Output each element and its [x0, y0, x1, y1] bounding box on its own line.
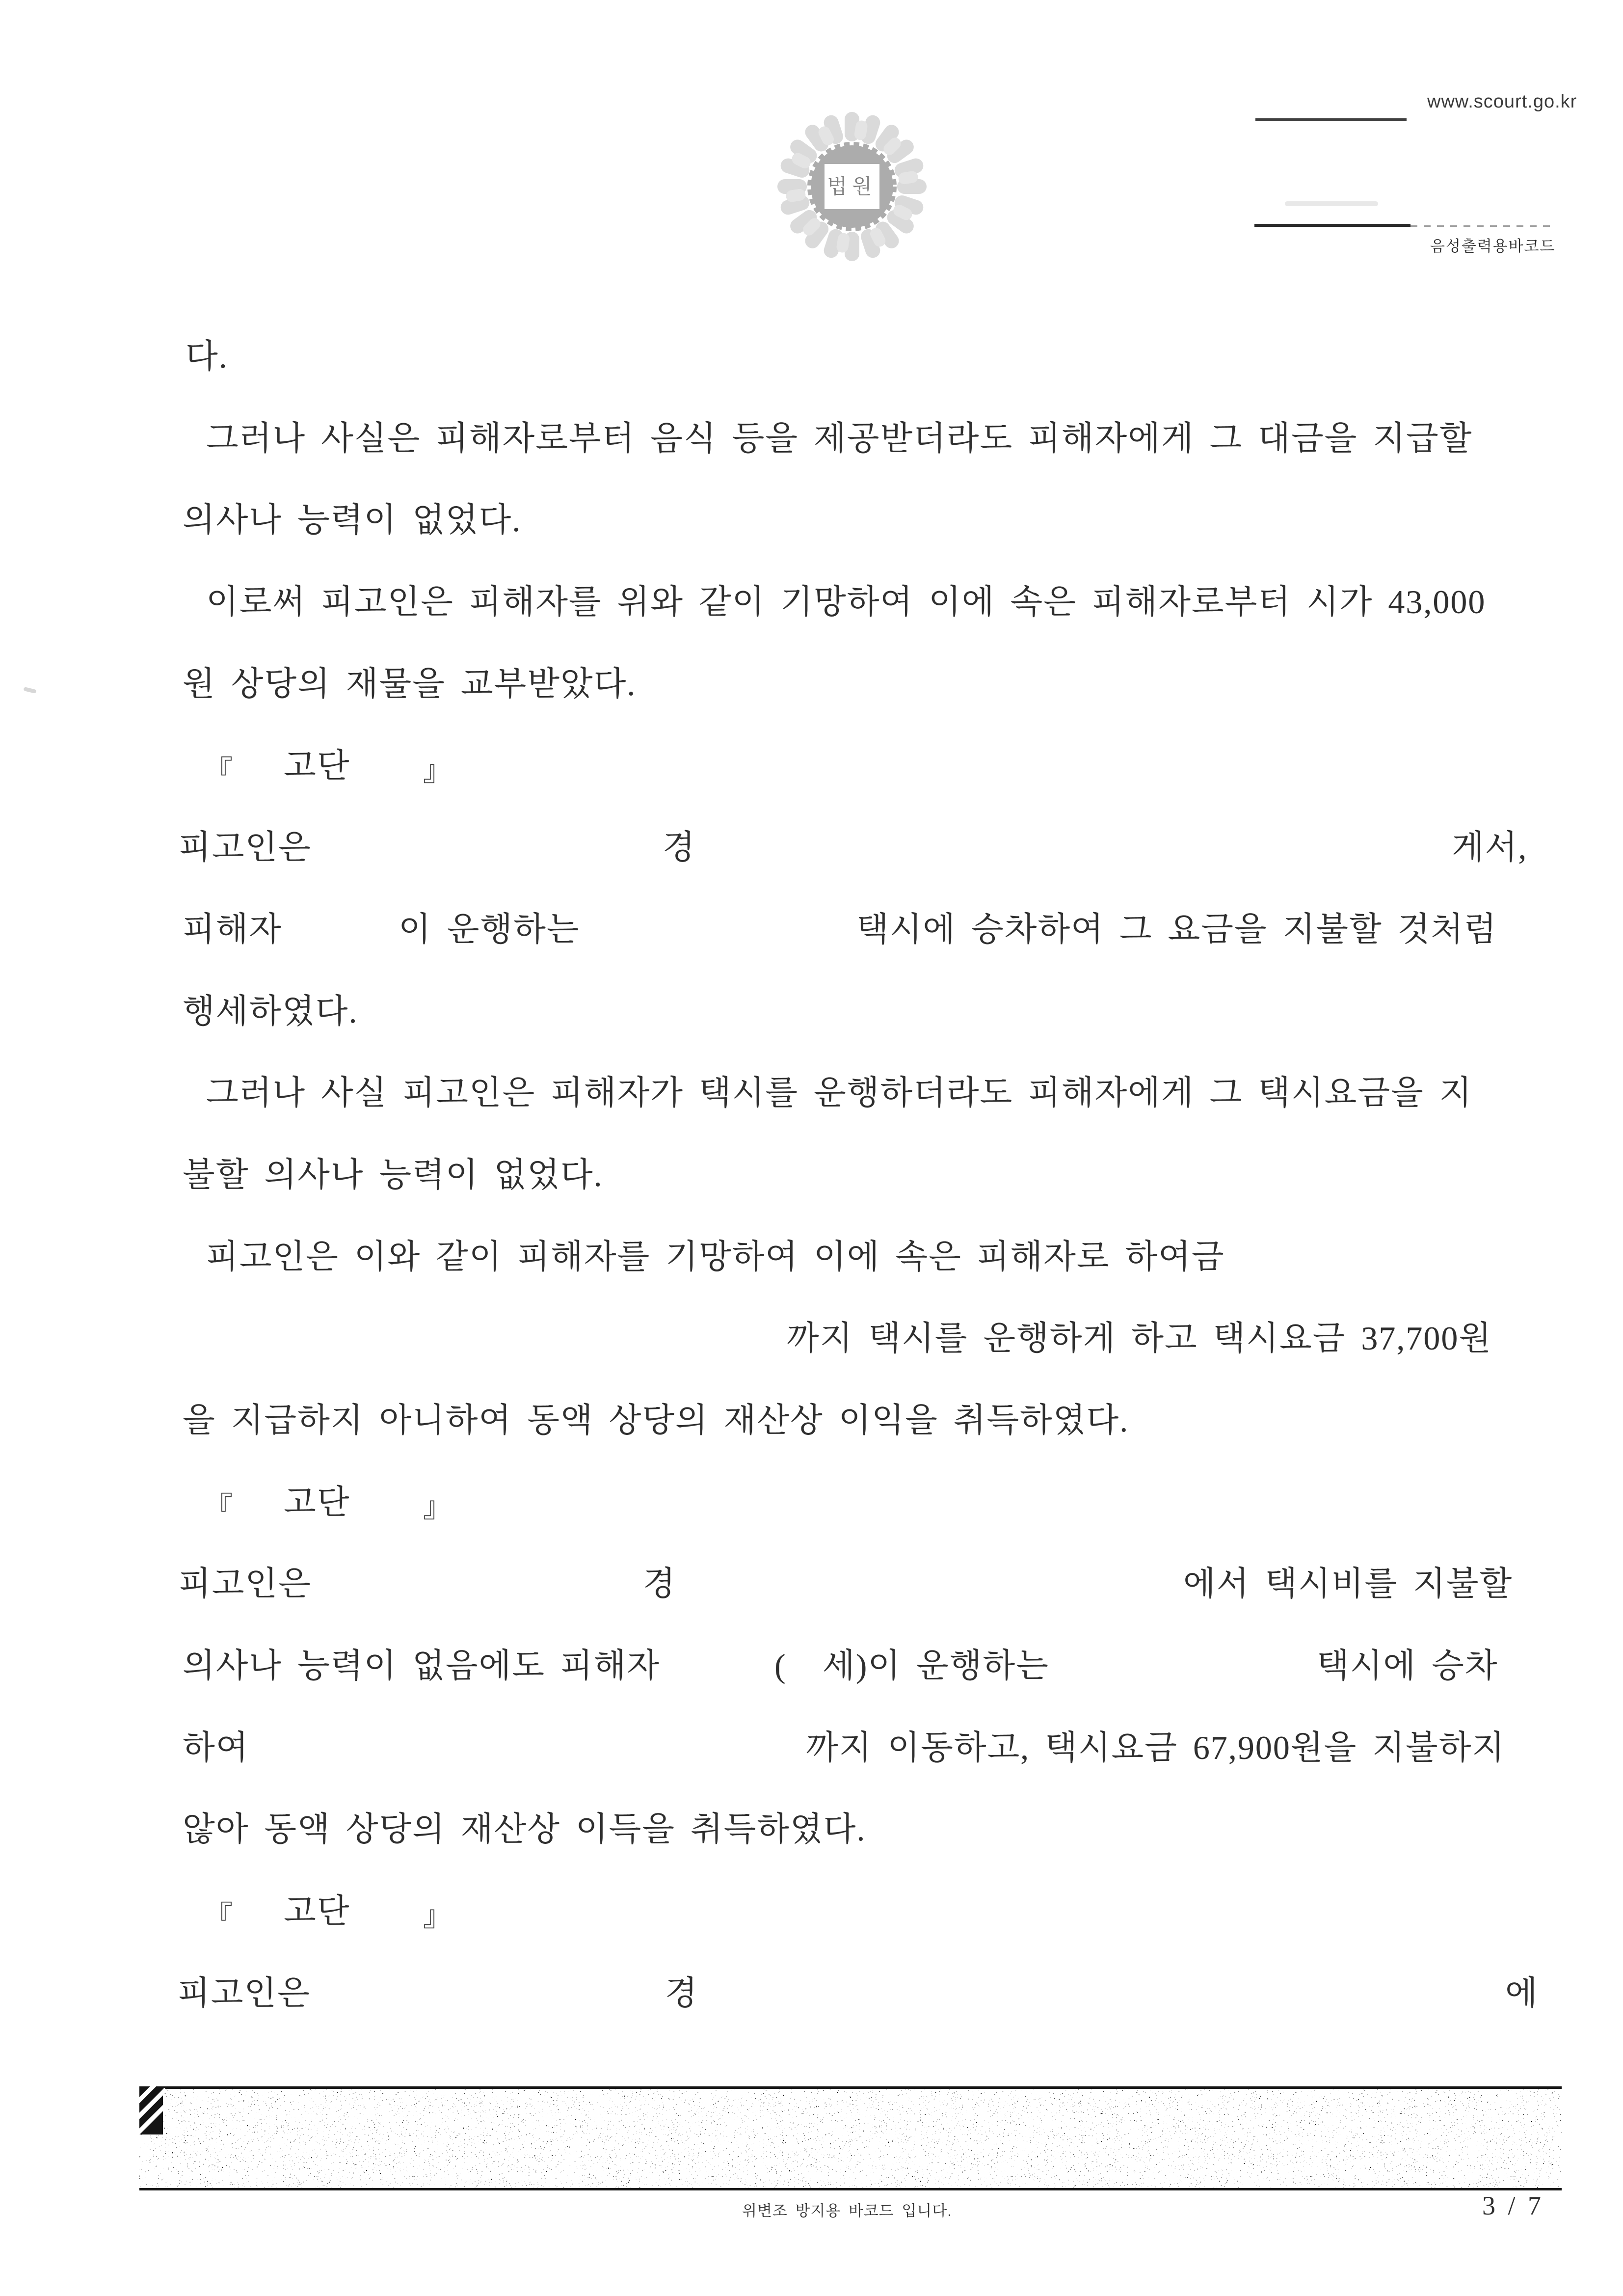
opening-bracket: 『 — [204, 755, 234, 787]
text-line — [0, 1812, 1623, 1858]
closing-bracket: 』 — [423, 1900, 453, 1932]
text-segment: 않아 동액 상당의 재산상 이득을 취득하였다. — [183, 1810, 866, 1848]
text-segment: 에서 택시비를 지불할 — [1183, 1565, 1513, 1602]
text-segment: 의사나 능력이 없었다. — [183, 501, 522, 539]
text-line — [0, 1486, 1623, 1531]
text-segment: 이로써 피고인은 피해자를 위와 같이 기망하여 이에 속은 피해자로부터 시가 43,000 — [206, 583, 1486, 621]
text-segment: 피고인은 — [178, 1974, 311, 2012]
voice-output-barcode-label: 음성출력용바코드 — [1430, 238, 1556, 255]
text-segment: 행세하였다. — [183, 993, 358, 1030]
text-segment: 경 — [663, 829, 696, 866]
text-segment: 불할 의사나 능력이 없었다. — [183, 1156, 603, 1193]
text-segment: 을 지급하지 아니하여 동액 상당의 재산상 이익을 취득하였다. — [183, 1402, 1129, 1439]
text-line — [0, 1158, 1623, 1203]
text-line — [0, 1731, 1623, 1776]
text-segment: 고단 — [284, 747, 350, 784]
text-segment: 이 운행하는 — [399, 911, 580, 948]
text-line — [0, 422, 1623, 467]
court-website-url: www.scourt.go.kr — [1427, 91, 1577, 112]
opening-bracket: 『 — [204, 1900, 234, 1932]
text-line — [0, 913, 1623, 958]
court-seal-watermark — [770, 109, 934, 264]
text-segment: 경 — [643, 1565, 676, 1602]
text-line — [0, 1567, 1623, 1612]
text-line — [0, 340, 1623, 385]
scan-artifact-smudge — [1285, 201, 1378, 206]
anti-forgery-barcode — [139, 2086, 1562, 2190]
text-line — [0, 1649, 1623, 1694]
text-segment: 까지 택시를 운행하게 하고 택시요금 37,700원 — [787, 1320, 1492, 1357]
text-segment: 의사나 능력이 없음에도 피해자 — [183, 1647, 660, 1684]
text-segment: 다. — [186, 338, 228, 375]
text-line — [0, 1976, 1623, 2022]
text-line — [0, 1240, 1623, 1285]
text-line — [0, 503, 1623, 548]
text-line — [0, 1076, 1623, 1121]
text-segment: 택시에 승차 — [1317, 1647, 1498, 1684]
header-rule-top — [1255, 118, 1407, 121]
header-rule-bottom — [1254, 224, 1410, 227]
text-line — [0, 585, 1623, 630]
text-line — [0, 995, 1623, 1040]
text-segment: 피해자 — [183, 911, 283, 948]
text-segment: 택시에 승차하여 그 요금을 지불할 것처럼 — [856, 911, 1497, 948]
text-segment: 경 — [665, 1974, 698, 2012]
text-segment: 고단 — [284, 1484, 350, 1521]
header-rule-bottom-faint — [1410, 225, 1550, 227]
text-segment: 에 — [1505, 1974, 1539, 2012]
text-segment: 피고인은 이와 같이 피해자를 기망하여 이에 속은 피해자로 하여금 — [206, 1238, 1225, 1275]
text-segment: 세)이 운행하는 — [823, 1647, 1049, 1684]
text-segment: 피고인은 — [179, 829, 312, 866]
text-segment: 그러나 사실은 피해자로부터 음식 등을 제공받더라도 피해자에게 그 대금을 지급할 — [206, 420, 1473, 457]
text-line — [0, 831, 1623, 876]
text-line — [0, 1404, 1623, 1449]
text-line — [0, 1322, 1623, 1367]
closing-bracket: 』 — [423, 755, 453, 787]
opening-bracket: 『 — [204, 1491, 234, 1523]
text-segment: 까지 이동하고, 택시요금 67,900원을 지불하지 — [806, 1729, 1506, 1766]
text-segment: 그러나 사실 피고인은 피해자가 택시를 운행하더라도 피해자에게 그 택시요금을 지 — [206, 1074, 1473, 1111]
text-line — [0, 749, 1623, 794]
text-segment: 하여 — [183, 1729, 249, 1766]
page-number: 3 / 7 — [1482, 2191, 1544, 2220]
seal-text: 법원 — [827, 176, 877, 198]
text-line — [0, 1894, 1623, 1940]
anti-forgery-caption: 위변조 방지용 바코드 입니다. — [742, 2202, 952, 2219]
text-segment: 피고인은 — [179, 1565, 312, 1602]
text-segment: 원 상당의 재물을 교부받았다. — [183, 665, 637, 702]
text-segment: 게서, — [1452, 829, 1528, 866]
closing-bracket: 』 — [423, 1491, 453, 1523]
text-segment: ( — [774, 1647, 787, 1684]
text-line — [0, 667, 1623, 712]
text-segment: 고단 — [284, 1892, 350, 1930]
